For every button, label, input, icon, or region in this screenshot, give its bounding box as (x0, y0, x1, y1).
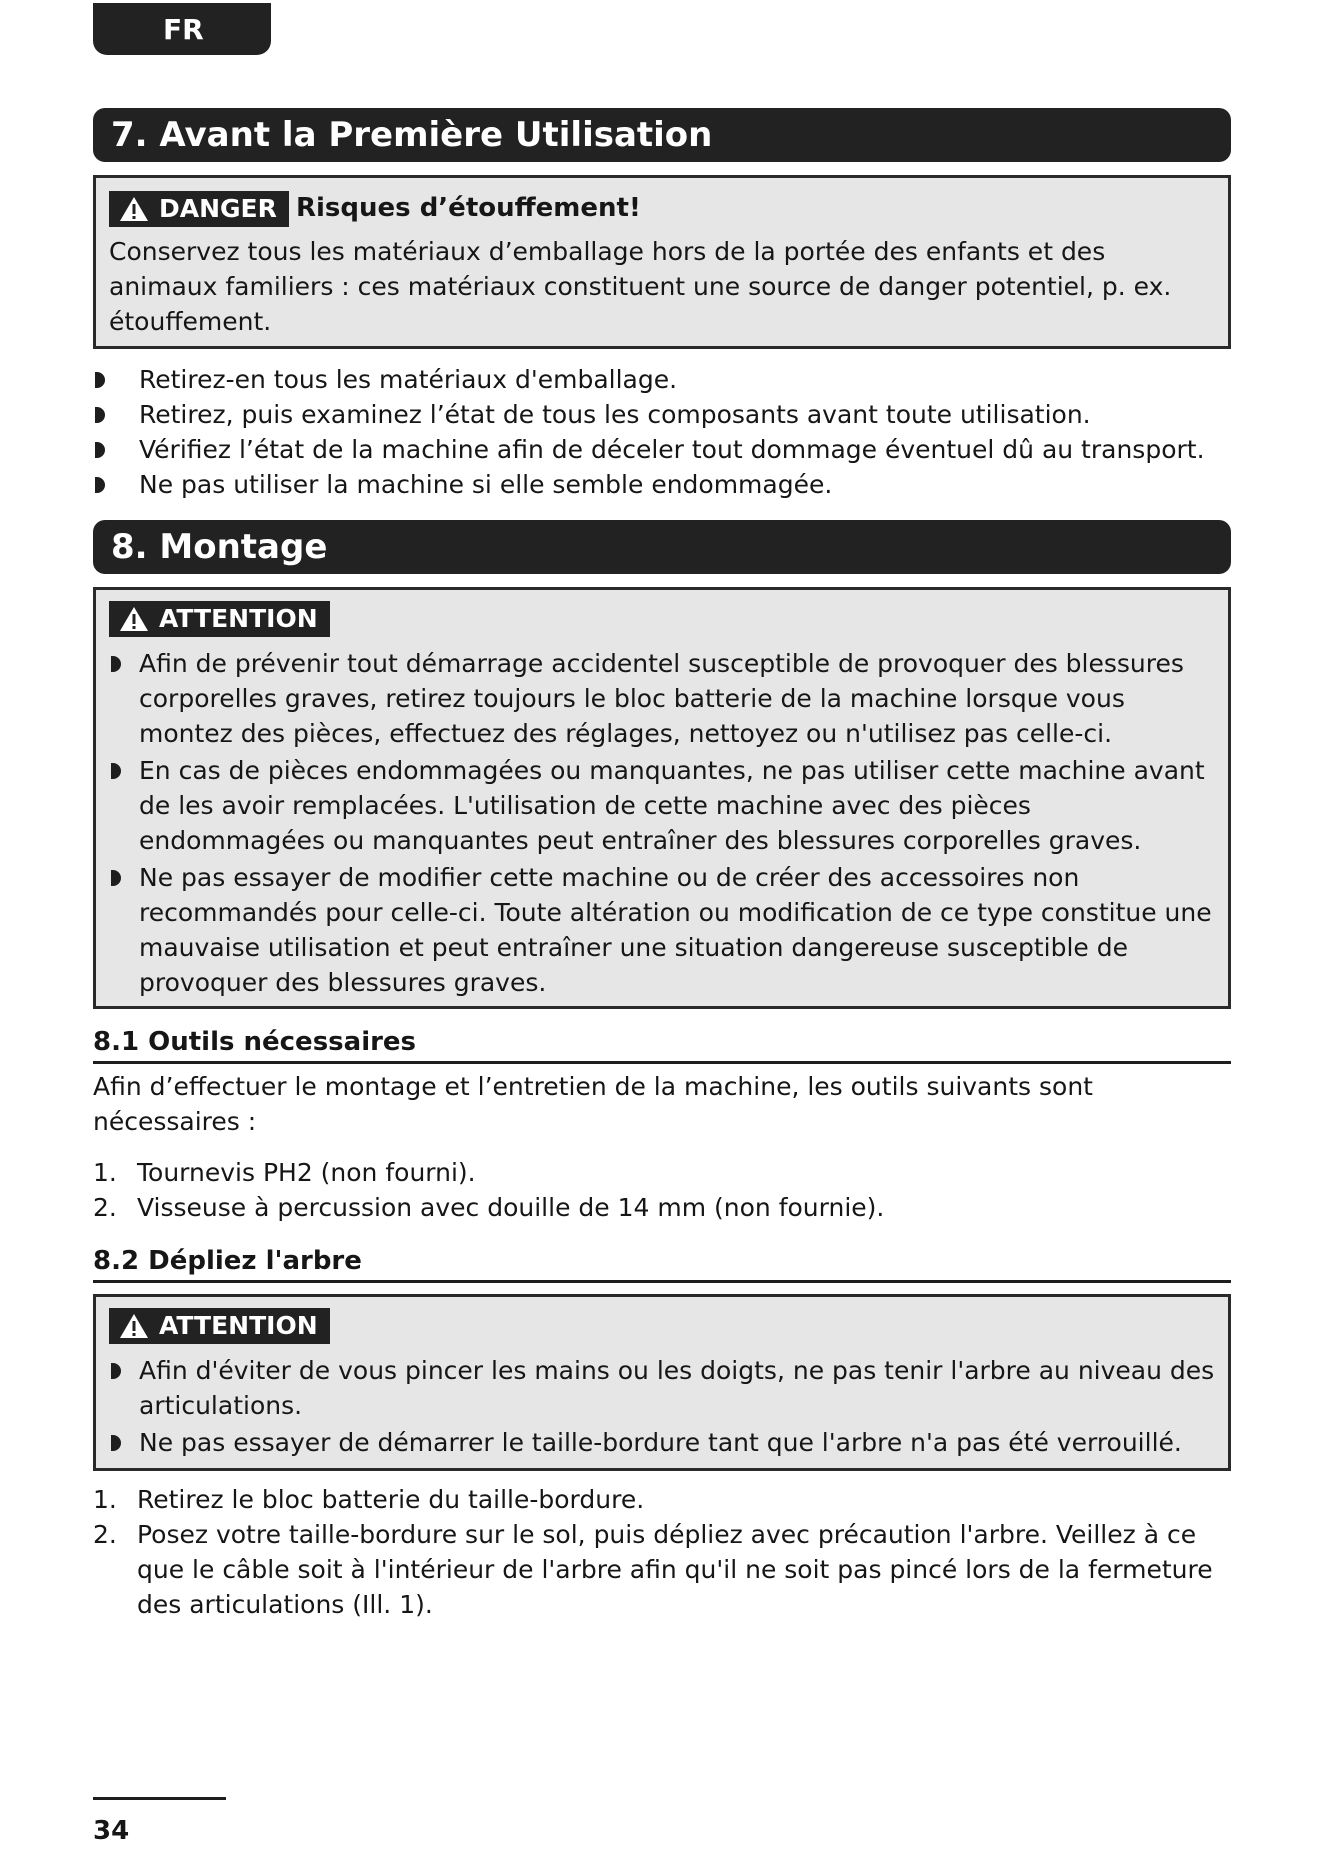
list-item: 2. Posez votre taille-bordure sur le sol, puis dépliez avec précaution l'arbre. Veillez à ce que le câble soit à l'intérieur de l'arbre afin qu'il ne soit pas pincé lors de la fermeture des articulations (Ill. 1). (93, 1520, 1213, 1619)
list-item: Ne pas essayer de modifier cette machine ou de créer des accessoires non recommandés pour celle-ci. Toute altération ou modification de ce type constitue une mauvaise utilisation et peut entraîner une situation dangereuse susceptible de provoquer des blessures graves. (109, 860, 1219, 1000)
footer-rule (93, 1797, 226, 1800)
danger-text: Conservez tous les matériaux d’emballage hors de la portée des enfants et des animaux familiers : ces matériaux constituent une source de danger potentiel, p. ex. étouffement. (109, 237, 1172, 336)
list-item: Ne pas utiliser la machine si elle semble endommagée. (93, 467, 1231, 502)
list-item: Vérifiez l’état de la machine afin de déceler tout dommage éventuel dû au transport. (93, 432, 1231, 467)
bullet-icon (95, 442, 105, 458)
bullet-icon (111, 763, 121, 779)
tools-intro: Afin d’effectuer le montage et l’entretien de la machine, les outils suivants sont nécessaires : (93, 1072, 1093, 1136)
attention-label-text: ATTENTION (159, 1311, 318, 1340)
bullet-icon (95, 407, 105, 423)
warning-triangle-icon (119, 1313, 149, 1339)
attention-label (109, 1308, 330, 1344)
subsection-unfold-title: 8.2 Dépliez l'arbre (93, 1244, 1231, 1283)
danger-label (109, 191, 289, 227)
list-item: Retirez-en tous les matériaux d'emballage. (93, 362, 1231, 397)
list-item: 1. Tournevis PH2 (non fourni). (93, 1158, 476, 1187)
attention-warning-box (93, 587, 1231, 1009)
attention-label (109, 601, 330, 637)
danger-label-text: DANGER (159, 194, 277, 223)
bullet-icon (95, 477, 105, 493)
list-item: 1. Retirez le bloc batterie du taille-bordure. (93, 1485, 645, 1514)
bullet-icon (95, 372, 105, 388)
tools-list (93, 1155, 1231, 1225)
bullet-icon (111, 1363, 121, 1379)
section-8-title: 8. Montage (93, 520, 1231, 574)
danger-warning-box (93, 175, 1231, 349)
warning-triangle-icon (119, 606, 149, 632)
attention-warning-box-2 (93, 1294, 1231, 1471)
list-item: Retirez, puis examinez l’état de tous les composants avant toute utilisation. (93, 397, 1231, 432)
list-item: Afin d'éviter de vous pincer les mains ou les doigts, ne pas tenir l'arbre au niveau des articulations. (109, 1353, 1219, 1423)
bullet-icon (111, 870, 121, 886)
attention-label-text: ATTENTION (159, 604, 318, 633)
list-item: Afin de prévenir tout démarrage accidentel susceptible de provoquer des blessures corporelles graves, retirez toujours le bloc batterie de la machine lorsque vous montez des pièces, effectuez des réglages, nettoyez ou n'utilisez pas celle-ci. (109, 646, 1219, 751)
subsection-tools-title: 8.1 Outils nécessaires (93, 1025, 1231, 1064)
attention-list-2 (109, 1353, 1219, 1462)
bullet-icon (111, 656, 121, 672)
unfold-steps-list (93, 1482, 1231, 1622)
danger-title: Risques d’étouffement! (296, 193, 641, 223)
page-number: 34 (93, 1816, 130, 1846)
list-item: Ne pas essayer de démarrer le taille-bordure tant que l'arbre n'a pas été verrouillé. (109, 1425, 1219, 1460)
attention-list (109, 646, 1219, 1002)
bullet-icon (111, 1435, 121, 1451)
warning-triangle-icon (119, 196, 149, 222)
list-item: En cas de pièces endommagées ou manquantes, ne pas utiliser cette machine avant de les avoir remplacées. L'utilisation de cette machine avec des pièces endommagées ou manquantes peut entraîner des blessures corporelles graves. (109, 753, 1219, 858)
section-7-title: 7. Avant la Première Utilisation (93, 108, 1231, 162)
language-tab: FR (93, 3, 271, 55)
list-item: 2. Visseuse à percussion avec douille de 14 mm (non fournie). (93, 1193, 885, 1222)
preparation-list (93, 362, 1231, 502)
